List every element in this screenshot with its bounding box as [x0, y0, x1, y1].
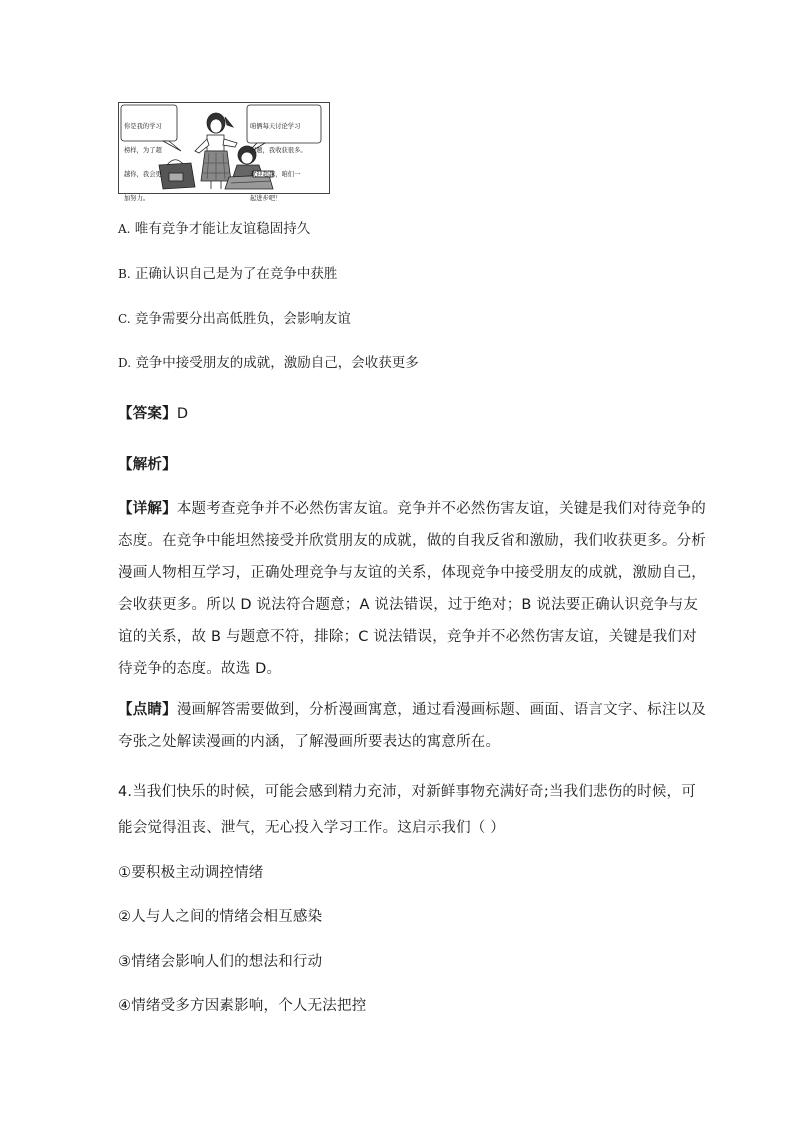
detail-line-4: 会收获更多。所以 D 说法符合题意；A 说法错误，过于绝对；B 说法要正确认识竞争与友	[118, 597, 699, 613]
option-letter: C.	[118, 312, 131, 326]
detail-tag: 【详解】	[118, 501, 177, 517]
option-letter: B.	[118, 267, 131, 281]
option-d	[118, 354, 419, 372]
detail-text: 本题考查竞争并不必然伤害友谊。竞争并不必然伤害友谊，关键是我们对待竞争的	[176, 501, 707, 517]
bubble-line: 你是我的学习	[124, 123, 162, 130]
option-text: 竞争需要分出高低胜负，会影响友谊	[134, 311, 351, 327]
answer-tag: 【答案】	[118, 406, 177, 422]
option-text: 竞争中接受朋友的成就，激励自己，会收获更多	[135, 355, 419, 371]
bubble-line: 越你，我会更	[124, 171, 162, 178]
option-a	[118, 220, 310, 238]
detail-line-5: 谊的关系，故 B 与题意不符，排除；C 说法错误，竞争并不必然伤害友谊，关键是我们对	[118, 629, 697, 645]
bubble-line: 加努力。	[124, 195, 150, 202]
tip-line-1	[118, 698, 706, 719]
bubble-line: 问题，我收获很多。	[250, 147, 307, 154]
cartoon-illustration	[118, 102, 330, 202]
detail-line-3: 漫画人物相互学习，正确处理竞争与友谊的关系，体现竞争中接受朋友的成就，激励自己，	[118, 565, 706, 581]
answer-value: D	[176, 406, 189, 422]
answer-line	[118, 402, 188, 423]
analysis-tag: 【解析】	[118, 457, 177, 473]
bubble-line: 咱俩每天讨论学习	[250, 123, 301, 130]
bubble-line: 欢迎超越，咱们一	[250, 171, 301, 178]
question4-item-4: ④情绪受多方因素影响，个人无法把控	[118, 998, 367, 1014]
left-speech-bubble	[124, 107, 162, 219]
analysis-tag-line	[118, 453, 177, 474]
tip-tag: 【点睛】	[118, 702, 177, 718]
option-text: 唯有竞争才能让友谊稳固持久	[134, 221, 311, 237]
detail-line-1	[118, 497, 706, 518]
tip-line-2: 夸张之处解读漫画的内涵，了解漫画所要表达的寓意所在。	[118, 734, 501, 750]
bubble-line: 起进步吧！	[250, 195, 282, 202]
question4-item-2: ②人与人之间的情绪会相互感染	[118, 909, 323, 925]
question4-item-1: ①要积极主动调控情绪	[118, 865, 264, 881]
tip-text: 漫画解答需要做到，分析漫画寓意，通过看漫画标题、画面、语言文字、标注以及	[176, 702, 707, 718]
option-letter: D.	[118, 356, 132, 370]
right-speech-bubble	[250, 107, 307, 219]
question4-line-2: 能会觉得沮丧、泄气，无心投入学习工作。这启示我们（ ）	[118, 820, 506, 836]
option-b	[118, 265, 337, 283]
option-c	[118, 310, 351, 328]
option-text: 正确认识自己是为了在竞争中获胜	[134, 266, 338, 282]
question4-item-3: ③情绪会影响人们的想法和行动	[118, 954, 323, 970]
detail-line-6: 待竞争的态度。故选 D。	[118, 661, 282, 677]
question4-line-1: 4.当我们快乐的时候，可能会感到精力充沛，对新鲜事物充满好奇;当我们悲伤的时候，可	[118, 784, 696, 800]
option-letter: A.	[118, 222, 131, 236]
detail-line-2: 态度。在竞争中能坦然接受并欣赏朋友的成就，做的自我反省和激励，我们收获更多。分析	[118, 533, 706, 549]
bubble-line: 榜样，为了超	[124, 147, 162, 154]
